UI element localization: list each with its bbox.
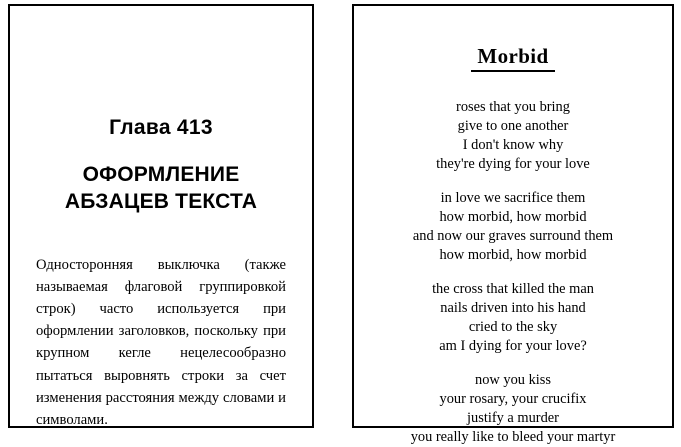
poem-stanza (370, 371, 656, 447)
poem-stanza (370, 280, 656, 356)
poem-stanza (370, 98, 656, 174)
poem-line: how morbid, how morbid (439, 247, 587, 264)
poem-line: give to one another (457, 118, 569, 135)
chapter-number: Глава 413 (109, 116, 213, 139)
poem-line: nails driven into his hand (440, 300, 586, 317)
chapter-title-line-2: АБЗАЦЕВ ТЕКСТА (64, 189, 258, 213)
poem-line: in love we sacrifice them (440, 190, 586, 207)
poem-line: am I dying for your love? (439, 338, 587, 355)
poem-line: now you kiss (475, 372, 551, 389)
poem-line: justify a murder (467, 410, 559, 427)
poem-line: cried to the sky (468, 319, 558, 336)
poem-line: how morbid, how morbid (439, 209, 587, 226)
left-page-panel (8, 4, 314, 428)
poem-title: Morbid (471, 44, 554, 72)
body-paragraph: Односторонняя выключка (также называемая флаговой группировкой строк) часто используется при оформлении заголовков, поскольку при крупном кегле нецелесообразно пытаться выровнять строки за счет изменения расстояния между словами и символами. (36, 256, 286, 428)
poem-line: they're dying for your love (436, 156, 590, 173)
poem-body (370, 98, 656, 447)
chapter-title-line-1: ОФОРМЛЕНИЕ (82, 163, 240, 186)
body-text (36, 254, 286, 431)
poem-line: roses that you bring (456, 99, 570, 115)
poem-line: I don't know why (462, 137, 564, 154)
poem-line: and now our graves surround them (412, 228, 614, 245)
chapter-title (36, 162, 286, 216)
right-page-content (354, 6, 672, 446)
left-page-content (10, 6, 312, 426)
poem-line: you really like to bleed your martyr (410, 429, 616, 446)
poem-stanza (370, 189, 656, 265)
right-page-panel (352, 4, 674, 446)
poem-line: the cross that killed the man (432, 281, 594, 298)
poem-line: your rosary, your crucifix (439, 391, 587, 408)
